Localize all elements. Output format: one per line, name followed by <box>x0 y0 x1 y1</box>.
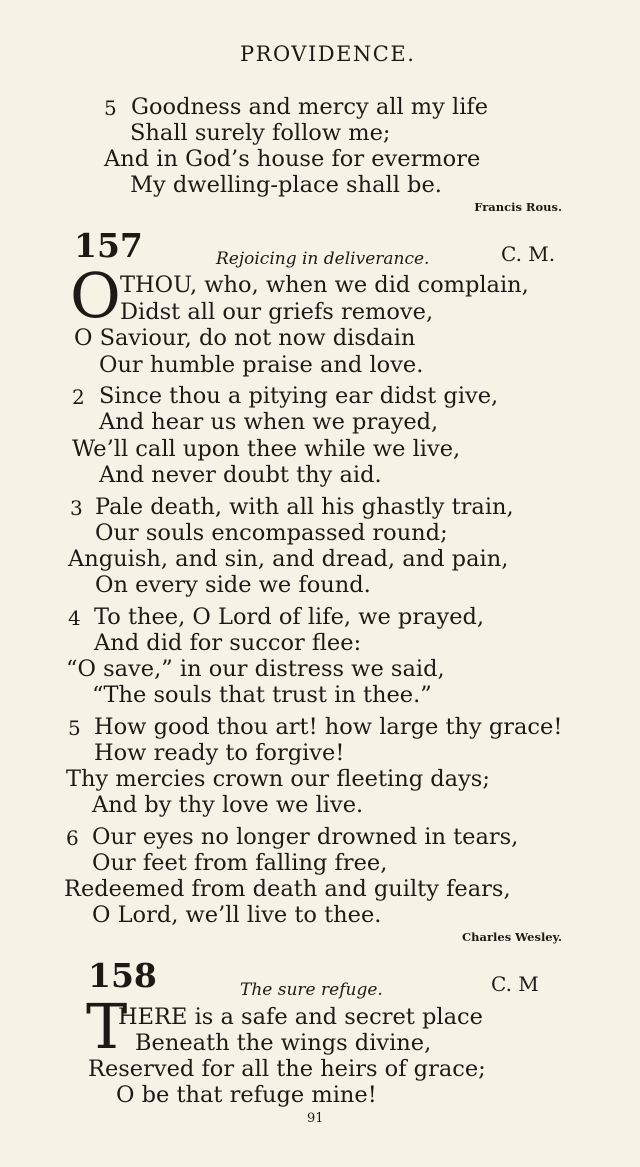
hymn-meter: C. M <box>491 972 539 996</box>
verse-line: O be that refuge mine! <box>116 1082 377 1108</box>
verse-line: On every side we found. <box>95 572 371 598</box>
verse-line: Since thou a pitying ear didst give, <box>99 383 499 409</box>
stanza-number: 2 <box>72 385 85 409</box>
hymn-title: The sure refuge. <box>240 980 383 1000</box>
verse-line: Our souls encompassed round; <box>95 520 448 546</box>
verse-line: Our humble praise and love. <box>99 352 424 378</box>
verse-line: Reserved for all the heirs of grace; <box>88 1056 486 1082</box>
hymn-meter: C. M. <box>501 242 556 266</box>
stanza-number: 4 <box>68 606 81 630</box>
verse-line: And hear us when we prayed, <box>99 409 439 435</box>
drop-cap: O <box>70 259 121 332</box>
verse-line: “O save,” in our distress we said, <box>66 656 445 682</box>
hymn-number: 157 <box>74 226 143 265</box>
verse-line: “The souls that trust in thee.” <box>92 682 432 708</box>
hymn-number: 158 <box>88 956 157 995</box>
verse-line: O Saviour, do not now disdain <box>74 325 416 351</box>
stanza-number: 5 <box>104 96 117 120</box>
verse-line: To thee, O Lord of life, we prayed, <box>94 604 485 630</box>
verse-line: THOU, who, when we did complain, <box>120 272 529 298</box>
verse-line: And did for succor flee: <box>94 630 362 656</box>
verse-line: How good thou art! how large thy grace! <box>94 714 563 740</box>
verse-line: How ready to forgive! <box>94 740 345 766</box>
verse-line: And by thy love we live. <box>92 792 364 818</box>
verse-line: And never doubt thy aid. <box>99 462 382 488</box>
stanza-number: 5 <box>68 716 81 740</box>
stanza-number: 3 <box>70 496 83 520</box>
verse-line: Our eyes no longer drowned in tears, <box>92 824 519 850</box>
verse-line: Anguish, and sin, and dread, and pain, <box>68 546 509 572</box>
verse-line: And in God’s house for evermore <box>104 146 481 172</box>
verse-line: Thy mercies crown our fleeting days; <box>66 766 490 792</box>
verse-line: We’ll call upon thee while we live, <box>72 436 461 462</box>
hymn-author: Charles Wesley. <box>461 930 562 944</box>
stanza-number: 6 <box>66 826 79 850</box>
verse-line: O Lord, we’ll live to thee. <box>92 902 382 928</box>
verse-line: Redeemed from death and guilty fears, <box>64 876 511 902</box>
verse-line: Beneath the wings divine, <box>135 1030 432 1056</box>
hymn-title: Rejoicing in deliverance. <box>216 249 430 269</box>
verse-line: Shall surely follow me; <box>130 120 391 146</box>
page-header: PROVIDENCE. <box>240 42 416 66</box>
hymn-author: Francis Rous. <box>474 200 562 214</box>
verse-line: HERE is a safe and secret place <box>118 1004 483 1030</box>
verse-line: Didst all our griefs remove, <box>120 299 434 325</box>
verse-line: Goodness and mercy all my life <box>131 94 489 120</box>
verse-line: Pale death, with all his ghastly train, <box>95 494 514 520</box>
verse-line: Our feet from falling free, <box>92 850 388 876</box>
page-number: 91 <box>307 1111 324 1126</box>
drop-cap: T <box>86 990 128 1063</box>
verse-line: My dwelling-place shall be. <box>130 172 442 198</box>
